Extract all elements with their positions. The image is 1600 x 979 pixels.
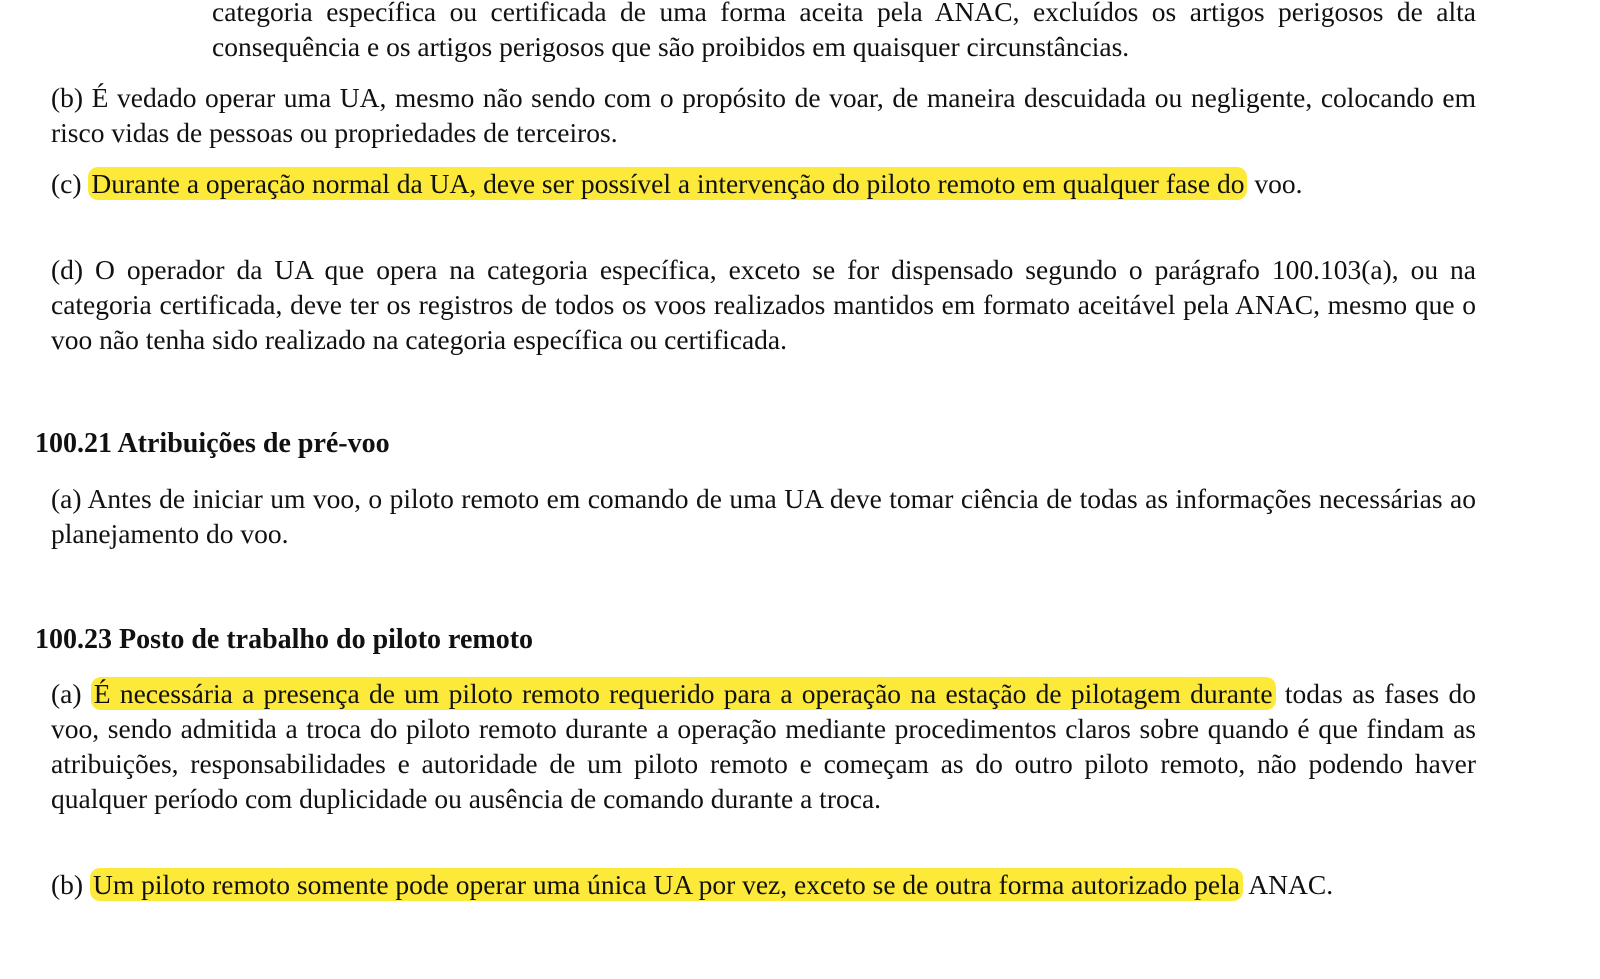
paragraph-100-23-a — [51, 676, 1476, 816]
highlighted-text-c: Durante a operação normal da UA, deve ser possível a intervenção do piloto remoto em qualquer fase do — [88, 167, 1247, 200]
paragraph-marker-100-21-a: (a) — [51, 483, 82, 514]
paragraph-marker-d: (d) — [51, 254, 84, 285]
paragraph-100-21-a-text: Antes de iniciar um voo, o piloto remoto em comando de uma UA deve tomar ciência de todas as informações necessárias ao planejamento do voo. — [51, 483, 1476, 549]
paragraph-d-text: O operador da UA que opera na categoria específica, exceto se for dispensado segundo o parágrafo 100.103(a), ou na categoria certificada, deve ter os registros de todos os voos realizados mantidos em formato aceitável pela ANAC, mesmo que o voo não tenha sido realizado na categoria específica ou certificada. — [51, 254, 1476, 355]
paragraph-c — [51, 166, 1476, 201]
paragraph-d — [51, 252, 1476, 357]
section-heading-100-21: 100.21 Atribuições de pré-voo — [35, 428, 390, 459]
intro-paragraph — [212, 0, 1476, 64]
paragraph-b-text: É vedado operar uma UA, mesmo não sendo com o propósito de voar, de maneira descuidada ou negligente, colocando em risco vidas de pessoas ou propriedades de terceiros. — [51, 82, 1476, 148]
paragraph-marker-100-23-b: (b) — [51, 869, 84, 900]
paragraph-b — [51, 80, 1476, 150]
section-heading-100-23: 100.23 Posto de trabalho do piloto remoto — [35, 624, 534, 655]
paragraph-c-text: voo. — [1254, 168, 1303, 199]
paragraph-100-23-a-text: todas as fases do voo, sendo admitida a troca do piloto remoto durante a operação mediante procedimentos claros sobre quando é que findam as atribuições, responsabilidades e autoridade de um piloto remoto e começam as do outro piloto remoto, não podendo haver qualquer período com duplicidade ou ausência de comando durante a troca. — [51, 678, 1477, 814]
highlighted-text-100-23-a: É necessária a presença de um piloto remoto requerido para a operação na estação de pilotagem durante — [91, 677, 1276, 710]
paragraph-marker-100-23-a: (a) — [51, 678, 82, 709]
paragraph-100-23-b — [51, 867, 1476, 902]
intro-text: categoria específica ou certificada de uma forma aceita pela ANAC, excluídos os artigos perigosos de alta consequência e os artigos perigosos que são proibidos em quaisquer circunstâncias. — [212, 0, 1476, 62]
paragraph-marker-c: (c) — [51, 168, 82, 199]
paragraph-100-21-a — [51, 481, 1476, 551]
paragraph-100-23-b-text: ANAC. — [1248, 869, 1334, 900]
paragraph-marker-b: (b) — [51, 82, 84, 113]
highlighted-text-100-23-b: Um piloto remoto somente pode operar uma única UA por vez, exceto se de outra forma autorizado pela — [90, 868, 1243, 901]
